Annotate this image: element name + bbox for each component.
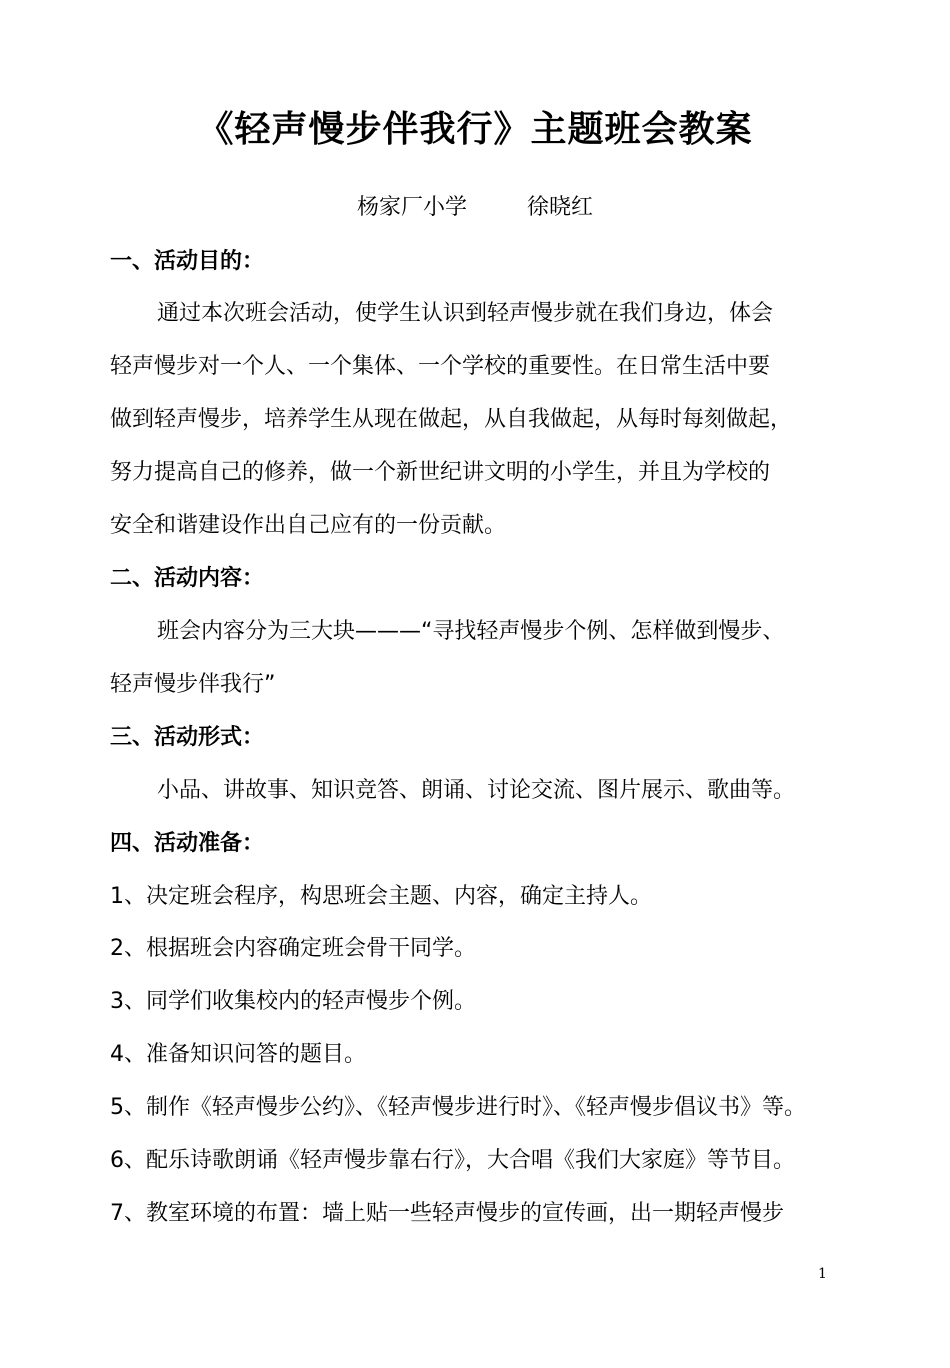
paragraph-line: 做到轻声慢步，培养学生从现在做起，从自我做起，从每时每刻做起， xyxy=(110,407,793,432)
document-title: 《轻声慢步伴我行》主题班会教案 xyxy=(197,109,753,150)
paragraph-line: 轻声慢步伴我行” xyxy=(110,672,276,697)
section-heading-purpose: 一、活动目的： xyxy=(110,249,265,274)
list-item: 1、决定班会程序，构思班会主题、内容，确定主持人。 xyxy=(110,884,652,909)
school-name: 杨家厂小学 xyxy=(356,195,467,220)
page-number: 1 xyxy=(818,1266,827,1282)
paragraph-line: 通过本次班会活动，使学生认识到轻声慢步就在我们身边，体会 xyxy=(157,301,774,326)
paragraph-line: 小品、讲故事、知识竞答、朗诵、讨论交流、图片展示、歌曲等。 xyxy=(157,778,796,803)
section-heading-content: 二、活动内容： xyxy=(110,566,265,591)
list-item: 5、制作《轻声慢步公约》、《轻声慢步进行时》、《轻声慢步倡议书》等。 xyxy=(110,1095,806,1120)
list-item: 6、配乐诗歌朗诵《轻声慢步靠右行》，大合唱《我们大家庭》等节目。 xyxy=(110,1148,795,1173)
list-item: 3、同学们收集校内的轻声慢步个例。 xyxy=(110,989,476,1014)
paragraph-line: 安全和谐建设作出自己应有的一份贡献。 xyxy=(110,513,507,538)
author-line xyxy=(0,192,950,224)
paragraph-line: 班会内容分为三大块———“寻找轻声慢步个例、怎样做到慢步、 xyxy=(157,619,785,644)
list-item: 4、准备知识问答的题目。 xyxy=(110,1042,366,1067)
section-heading-preparation: 四、活动准备： xyxy=(110,831,265,856)
author-name: 徐晓红 xyxy=(527,195,594,220)
list-item: 7、教室环境的布置：墙上贴一些轻声慢步的宣传画，出一期轻声慢步 xyxy=(110,1201,784,1226)
list-item: 2、根据班会内容确定班会骨干同学。 xyxy=(110,936,476,961)
paragraph-line: 努力提高自己的修养，做一个新世纪讲文明的小学生，并且为学校的 xyxy=(110,460,771,485)
paragraph-line: 轻声慢步对一个人、一个集体、一个学校的重要性。在日常生活中要 xyxy=(110,354,771,379)
section-heading-form: 三、活动形式： xyxy=(110,725,265,750)
